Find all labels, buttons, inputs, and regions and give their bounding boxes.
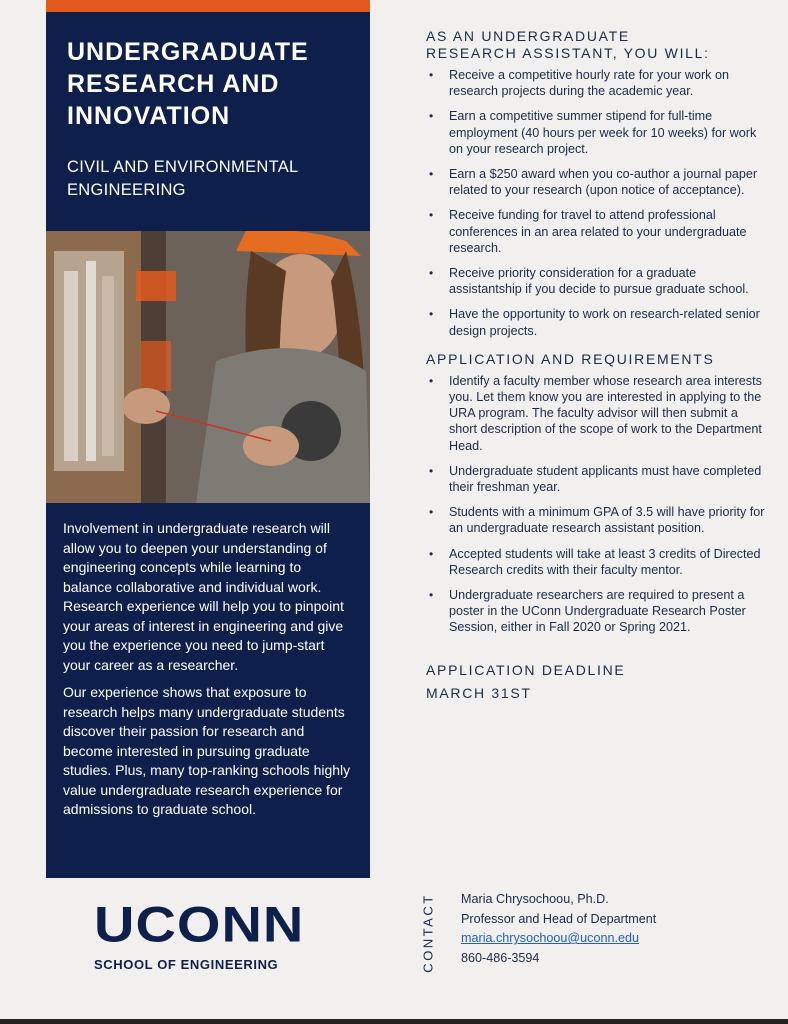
benefits-heading: AS AN UNDERGRADUATE RESEARCH ASSISTANT, YOU WILL:	[426, 28, 710, 61]
uconn-wordmark: UCONN	[94, 895, 305, 953]
requirements-list	[426, 373, 766, 636]
department-name: CIVIL AND ENVIRONMENTAL ENGINEERING	[67, 158, 298, 199]
contact-label: CONTACT	[420, 893, 436, 973]
list-item: • Undergraduate researchers are required to present a poster in the UConn Undergraduate Research Poster Session, either in Fall 2020 or Spring 2021.	[426, 587, 766, 636]
contact-details	[461, 890, 656, 968]
contact-name: Maria Chrysochoou, Ph.D.	[461, 892, 609, 906]
student-research-photo	[46, 231, 370, 503]
left-column	[46, 0, 370, 878]
contact-email-link[interactable]: maria.chrysochoou@uconn.edu	[461, 931, 640, 945]
list-item: • Earn a competitive summer stipend for full-time employment (40 hours per week for 10 weeks) for work on your research project.	[426, 108, 766, 157]
bottom-border	[0, 1019, 788, 1024]
list-item: • Receive priority consideration for a graduate assistantship if you decide to pursue graduate school.	[426, 265, 766, 297]
deadline-date: MARCH 31ST	[426, 684, 532, 701]
list-item: • Students with a minimum GPA of 3.5 will have priority for an undergraduate research assistant position.	[426, 504, 766, 536]
contact-phone: 860-486-3594	[461, 950, 540, 965]
accent-bar	[46, 0, 370, 12]
intro-paragraph: Our experience shows that exposure to research helps many undergraduate students discover their passion for research and become interested in pursuing graduate studies. Plus, many top-ranking schools highly value undergraduate research experience for admissions to graduate school.	[63, 684, 351, 817]
deadline-label: APPLICATION DEADLINE	[426, 661, 626, 678]
page-title: UNDERGRADUATE RESEARCH AND INNOVATION	[67, 38, 309, 130]
list-item: • Receive funding for travel to attend professional conferences in an area related to your undergraduate research.	[426, 207, 766, 256]
intro-paragraph: Involvement in undergraduate research will allow you to deepen your understanding of engineering concepts while learning to balance collaborative and individual work. Research experience will help you to pinpoint your areas of interest in engineering and give you the experience you need to jump-start your career as a researcher.	[63, 520, 344, 673]
school-name: SCHOOL OF ENGINEERING	[94, 957, 279, 972]
benefits-list	[426, 67, 766, 339]
requirements-heading: APPLICATION AND REQUIREMENTS	[426, 350, 715, 367]
intro-panel	[46, 503, 370, 878]
right-column	[426, 28, 766, 707]
list-item: • Receive a competitive hourly rate for your work on research projects during the academic year.	[426, 67, 766, 99]
title-panel	[46, 12, 370, 231]
contact-role: Professor and Head of Department	[461, 911, 657, 926]
uconn-logo	[94, 895, 334, 972]
list-item: • Identify a faculty member whose research area interests you. Let them know you are interested in applying to the URA program. The faculty advisor will then submit a short description of the scope of work to the Department Head.	[426, 373, 766, 454]
list-item: • Have the opportunity to work on research-related senior design projects.	[426, 306, 766, 338]
list-item: • Earn a $250 award when you co-author a journal paper related to your research (upon notice of acceptance).	[426, 166, 766, 198]
list-item: • Accepted students will take at least 3 credits of Directed Research credits with their faculty mentor.	[426, 546, 766, 578]
list-item: • Undergraduate student applicants must have completed their freshman year.	[426, 463, 766, 495]
